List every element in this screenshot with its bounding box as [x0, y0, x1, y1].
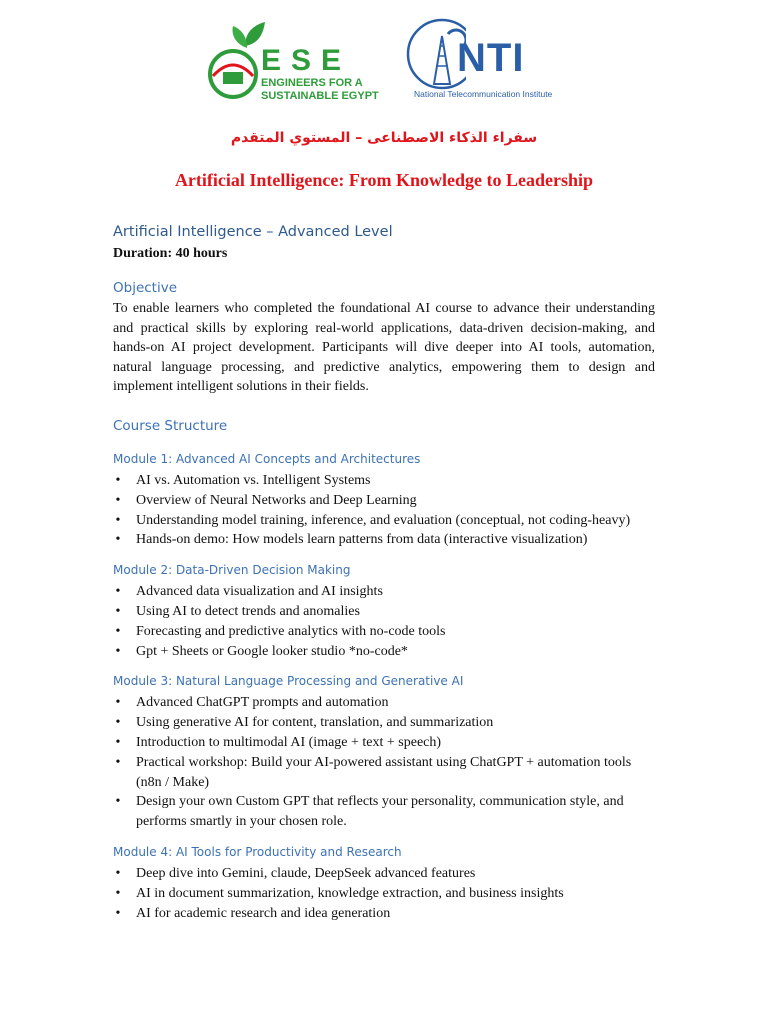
module-title: Module 3: Natural Language Processing and Generative AI — [113, 674, 464, 689]
bullet-icon: • — [115, 715, 121, 731]
module-list — [113, 864, 655, 923]
bullet-icon: • — [115, 754, 121, 770]
list-item — [113, 753, 655, 793]
list-item — [113, 713, 655, 733]
bullet-icon: • — [115, 643, 121, 659]
list-item-text: Using AI to detect trends and anomalies — [136, 603, 360, 619]
list-item — [113, 904, 655, 924]
bullet-icon: • — [115, 603, 121, 619]
bullet-icon: • — [115, 623, 121, 639]
module-3 — [113, 671, 655, 832]
list-item-text: AI in document summarization, knowledge extraction, and business insights — [136, 885, 564, 901]
list-item — [113, 511, 655, 531]
list-item — [113, 530, 655, 550]
list-item — [113, 491, 655, 511]
list-item-text: AI vs. Automation vs. Intelligent Systems — [136, 472, 371, 488]
list-item — [113, 471, 655, 491]
bullet-icon: • — [115, 472, 121, 488]
module-title: Module 4: AI Tools for Productivity and Research — [113, 844, 402, 859]
bullet-icon: • — [115, 794, 121, 810]
bullet-icon: • — [115, 865, 121, 881]
objective-paragraph: To enable learners who completed the foundational AI course to advance their understanding and practical skills by exploring real-world applications, data-driven decision-making, and hands-on AI project development. Participants will dive deeper into AI tools, automation, natural language processing, and predictive analytics, empowering them to design and implement intelligent solutions in their fields. — [113, 301, 655, 395]
list-item — [113, 622, 655, 642]
list-item-text: Gpt + Sheets or Google looker studio *no-code* — [136, 643, 408, 659]
course-structure-heading: Course Structure — [113, 417, 228, 434]
arabic-title: سفراء الذكاء الاصطناعى – المستوي المتقدم — [230, 130, 538, 146]
bullet-icon: • — [115, 734, 121, 750]
ese-subtitle: ENGINEERS FOR A SUSTAINABLE EGYPT — [261, 77, 379, 102]
list-item-text: Hands-on demo: How models learn patterns from data (interactive visualization) — [136, 532, 588, 548]
module-title: Module 1: Advanced AI Concepts and Architectures — [113, 451, 421, 466]
level-heading: Artificial Intelligence – Advanced Level — [113, 224, 393, 240]
list-item-text: Introduction to multimodal AI (image + text + speech) — [136, 734, 442, 750]
list-item-text: Understanding model training, inference, and evaluation (conceptual, not coding-heavy) — [136, 512, 631, 528]
list-item — [113, 582, 655, 602]
list-item-text: Practical workshop: Build your AI-powered assistant using ChatGPT + automation tools (n8n / Make) — [136, 754, 632, 790]
module-title: Module 2: Data-Driven Decision Making — [113, 563, 351, 578]
list-item-text: Design your own Custom GPT that reflects your personality, communication style, and performs smartly in your chosen role. — [136, 794, 624, 830]
list-item — [113, 792, 655, 832]
module-4 — [113, 842, 655, 923]
list-item-text: Deep dive into Gemini, claude, DeepSeek advanced features — [136, 865, 476, 881]
bullet-icon: • — [115, 885, 121, 901]
module-1 — [113, 449, 655, 550]
module-list — [113, 471, 655, 550]
list-item — [113, 733, 655, 753]
list-item-text: Advanced ChatGPT prompts and automation — [136, 695, 389, 711]
objective-heading: Objective — [113, 280, 178, 296]
list-item-text: AI for academic research and idea generation — [136, 905, 391, 921]
bullet-icon: • — [115, 492, 121, 508]
list-item — [113, 864, 655, 884]
ese-logo — [205, 16, 385, 116]
list-item-text: Using generative AI for content, translation, and summarization — [136, 715, 494, 731]
list-item-text: Forecasting and predictive analytics with no-code tools — [136, 623, 446, 639]
bullet-icon: • — [115, 512, 121, 528]
bullet-icon: • — [115, 532, 121, 548]
main-title: Artificial Intelligence: From Knowledge to Leadership — [174, 170, 594, 190]
module-list — [113, 693, 655, 832]
list-item — [113, 693, 655, 713]
bullet-icon: • — [115, 905, 121, 921]
duration-text: Duration: 40 hours — [113, 246, 228, 261]
list-item — [113, 884, 655, 904]
ese-title: ESE — [261, 44, 352, 77]
list-item-text: Overview of Neural Networks and Deep Learning — [136, 492, 417, 508]
bullet-icon: • — [115, 695, 121, 711]
nti-logo — [402, 16, 582, 116]
nti-title: NTI — [457, 36, 525, 80]
list-item — [113, 642, 655, 662]
logo-bar — [0, 16, 768, 116]
list-item — [113, 602, 655, 622]
module-list — [113, 582, 655, 661]
bullet-icon: • — [115, 584, 121, 600]
ese-emblem-icon — [205, 16, 265, 116]
document-body — [113, 221, 655, 923]
list-item-text: Advanced data visualization and AI insights — [136, 584, 383, 600]
module-2 — [113, 560, 655, 661]
nti-subtitle: National Telecommunication Institute — [414, 89, 553, 99]
